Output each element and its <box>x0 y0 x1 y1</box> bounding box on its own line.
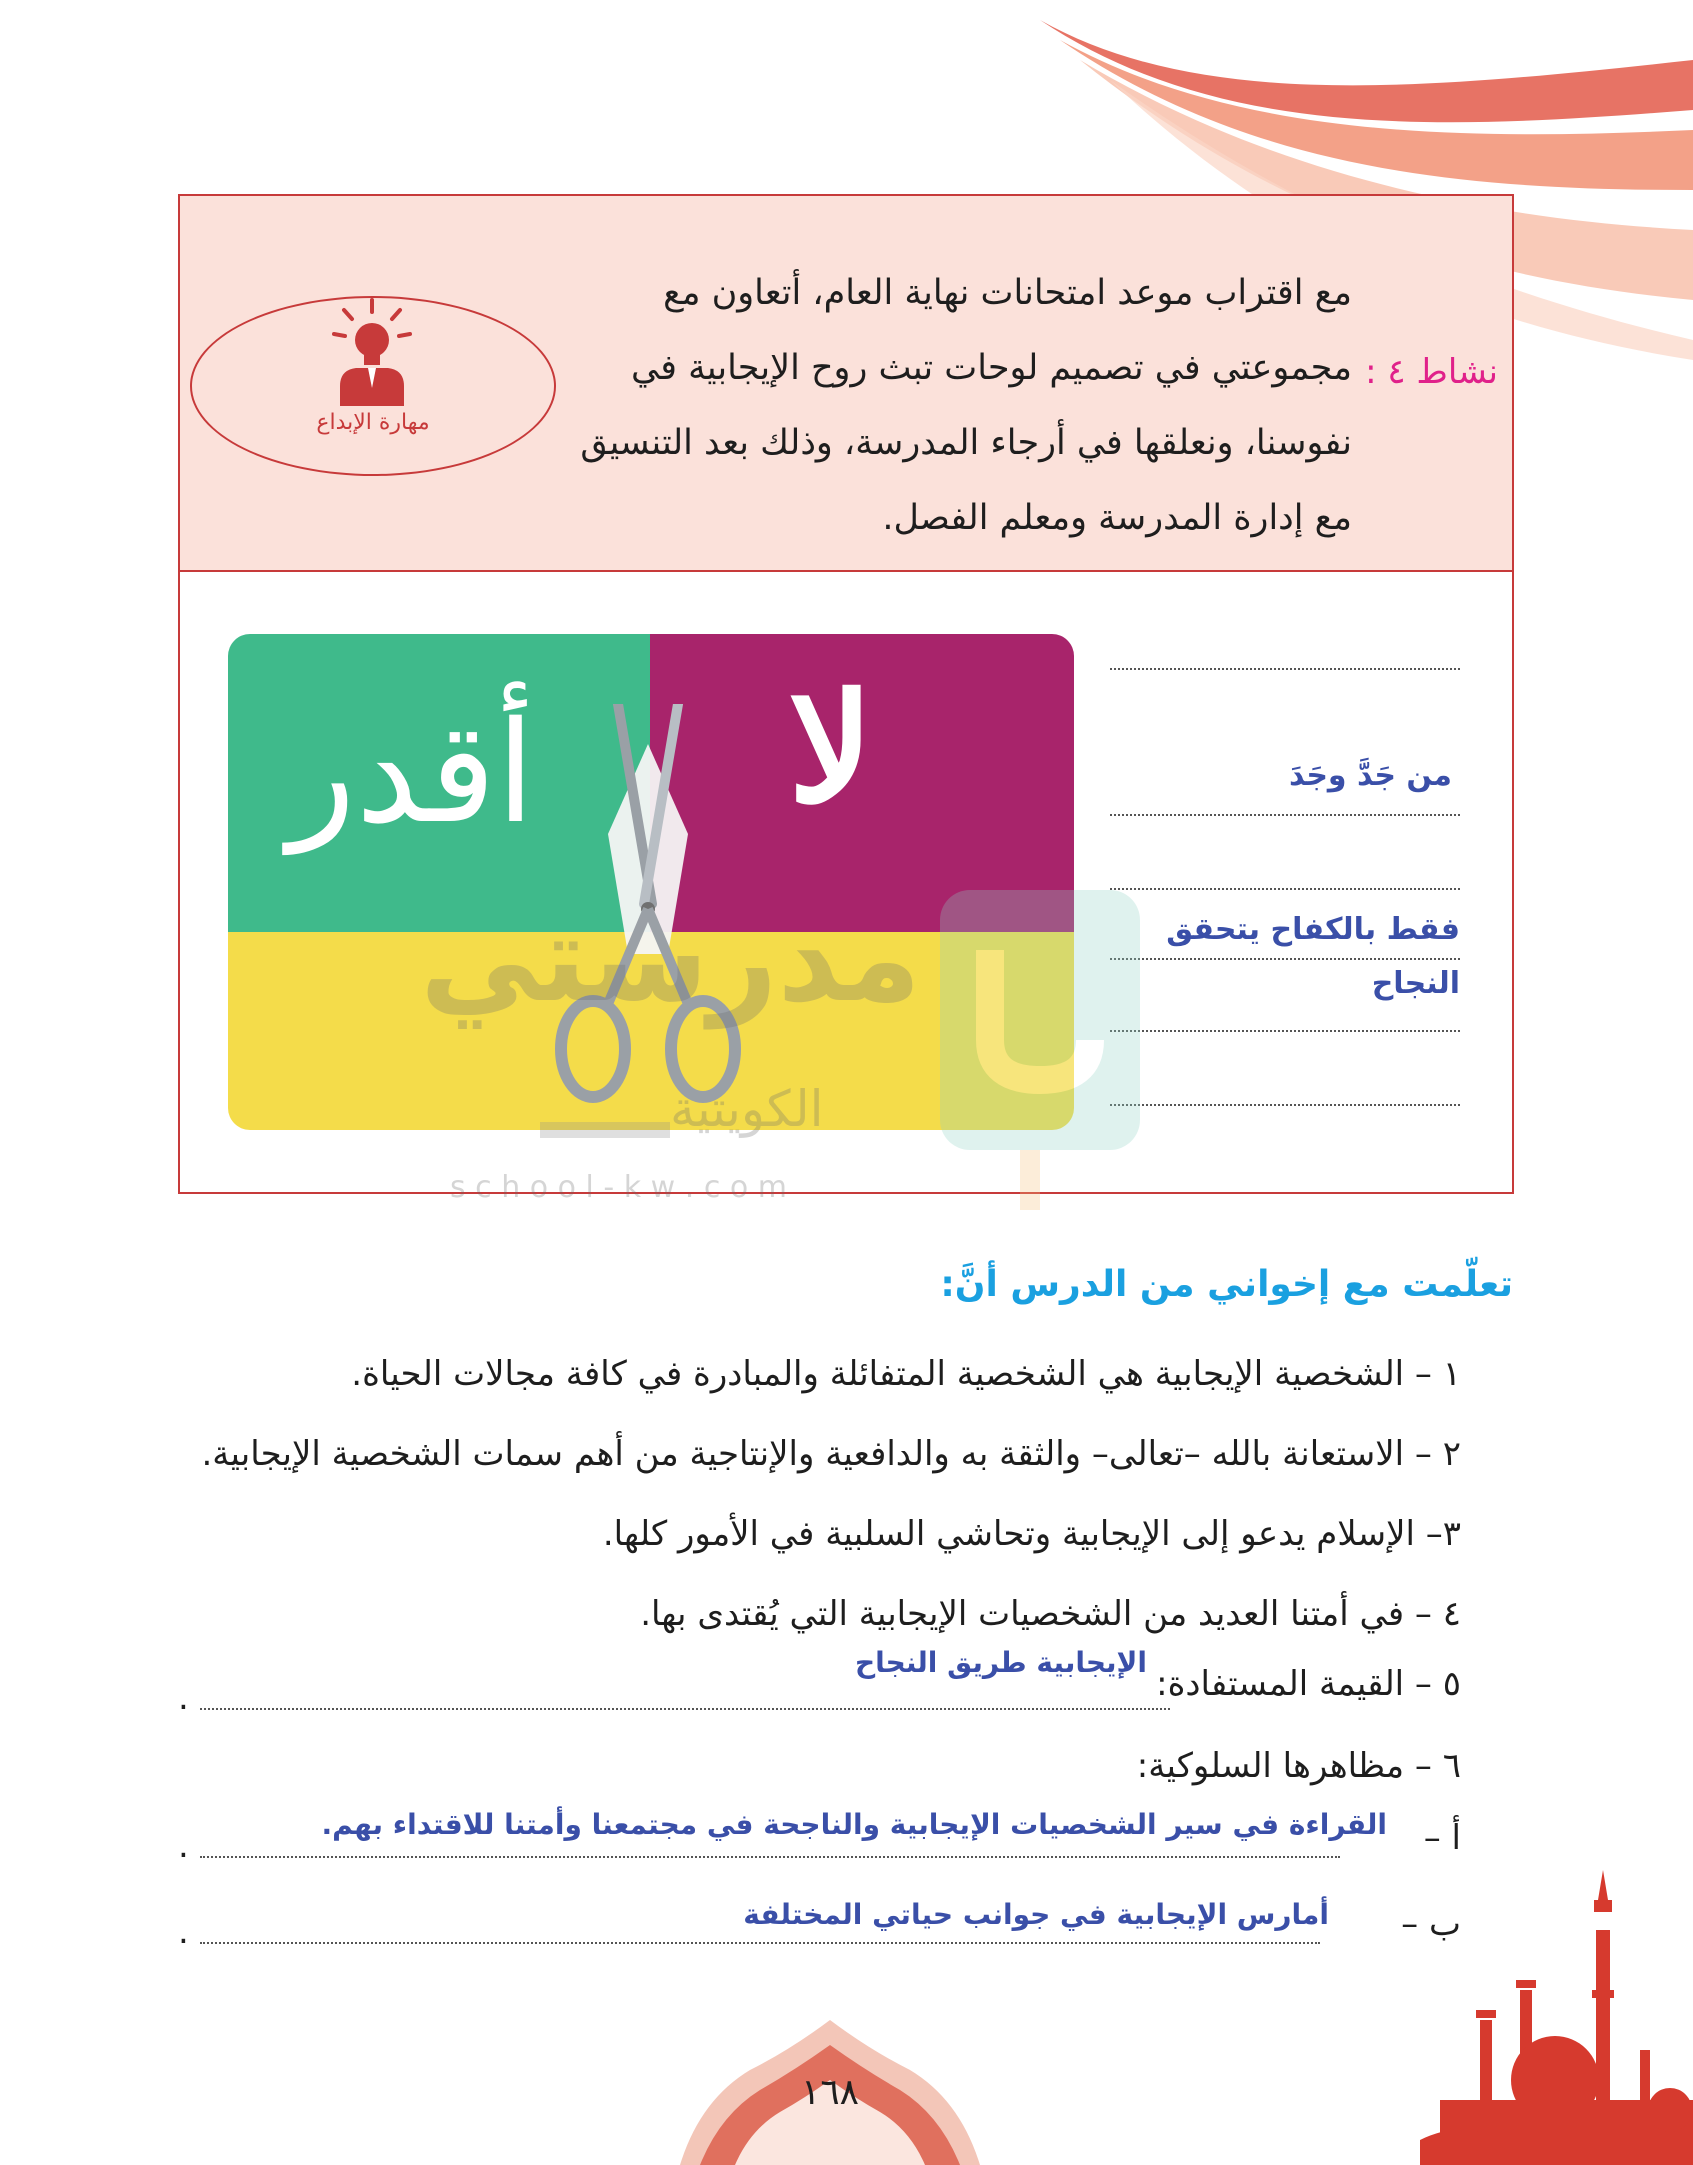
behavior-b-label: ب – <box>1401 1904 1461 1944</box>
value-line-end: . <box>178 1678 189 1718</box>
answer-line[interactable] <box>1110 958 1460 960</box>
watermark-url: s c h o o l - k w . c o m <box>450 1170 787 1205</box>
mosque-icon <box>1420 1870 1693 2165</box>
behavior-b-line[interactable] <box>200 1942 1320 1944</box>
activity-line: مع اقتراب موعد امتحانات نهاية العام، أتعاون مع <box>663 273 1352 313</box>
behavior-b-line-end: . <box>178 1912 189 1952</box>
activity-line: مجموعتي في تصميم لوحات تبث روح الإيجابية في <box>631 348 1352 388</box>
answer-line2a-text: فقط بالكفاح يتحقق <box>1166 912 1460 947</box>
behavior-b-answer: أمارس الإيجابية في جوانب حياتي المختلفة <box>743 1898 1329 1931</box>
learned-point-3: ٣– الإسلام يدعو إلى الإيجابية وتحاشي السلبية في الأمور كلها. <box>602 1514 1461 1554</box>
value-answer: الإيجابية طريق النجاح <box>854 1646 1147 1679</box>
answer-line[interactable] <box>1110 668 1460 670</box>
activity-text <box>552 256 1352 556</box>
activity-line: نفوسنا، ونعلقها في أرجاء المدرسة، وذلك بعد التنسيق <box>580 423 1352 463</box>
learned-point-4: ٤ – في أمتنا العديد من الشخصيات الإيجابية التي يُقتدى بها. <box>640 1594 1461 1634</box>
watermark-sub: الكويتية <box>670 1080 824 1138</box>
behavior-a-line[interactable] <box>200 1856 1340 1858</box>
poster-word-can: أقدر <box>288 692 535 855</box>
watermark-main: مدرستي <box>420 890 922 1029</box>
page-number: ١٦٨ <box>800 2072 859 2113</box>
answer-line[interactable] <box>1110 1030 1460 1032</box>
learned-point-2: ٢ – الاستعانة بالله –تعالى– والثقة به والدافعية والإنتاجية من أهم سمات الشخصية الإيجابية. <box>201 1434 1461 1474</box>
answer-line1-text: من جَدَّ وجَدَ <box>1288 758 1452 793</box>
value-answer-line[interactable] <box>200 1708 1170 1710</box>
activity-line: مع إدارة المدرسة ومعلم الفصل. <box>882 498 1352 538</box>
poster-word-no: لا <box>788 661 874 837</box>
behavior-a-label: أ – <box>1423 1818 1461 1858</box>
poster-image <box>228 634 1074 1130</box>
lightbulb-person-icon <box>322 298 422 408</box>
skill-label: مهارة الإبداع <box>316 410 430 435</box>
learned-title: تعلّمت مع إخواني من الدرس أنَّ: <box>940 1264 1513 1305</box>
answer-line2b-text: النجاح <box>1371 966 1460 1001</box>
behavior-a-line-end: . <box>178 1826 189 1866</box>
activity-instructions <box>180 196 1512 572</box>
scissors-icon <box>548 704 748 1124</box>
behaviors-label: ٦ – مظاهرها السلوكية: <box>1136 1746 1461 1786</box>
skill-badge <box>190 296 556 476</box>
value-label: ٥ – القيمة المستفادة: <box>1156 1664 1461 1704</box>
behavior-a-answer: القراءة في سير الشخصيات الإيجابية والناجحة في مجتمعنا وأمتنا للاقتداء بهم. <box>321 1808 1387 1841</box>
activity-label: نشاط ٤ : <box>1365 352 1498 392</box>
answer-line[interactable] <box>1110 814 1460 816</box>
activity-box <box>178 194 1514 1194</box>
answer-line[interactable] <box>1110 888 1460 890</box>
learned-point-1: ١ – الشخصية الإيجابية هي الشخصية المتفائلة والمبادرة في كافة مجالات الحياة. <box>351 1354 1461 1394</box>
answer-line[interactable] <box>1110 1104 1460 1106</box>
